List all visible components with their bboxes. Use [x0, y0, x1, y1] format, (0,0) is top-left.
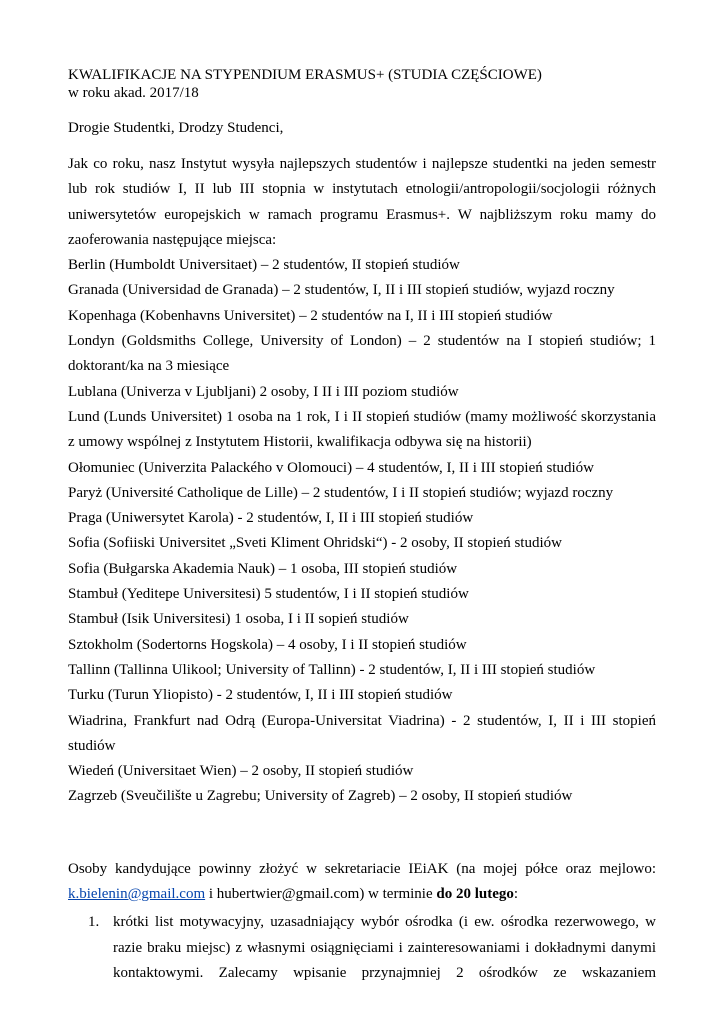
requirement-text: krótki list motywacyjny, uzasadniający wybór ośrodka (i ew. ośrodka rezerwowego, w razie braku miejsc) z własnymi osiągnięciami i zainteresowaniami i dokładnymi danymi kontaktowymi. Zalecamy wpisanie przynajmniej 2 ośrodków ze wskazaniem: [113, 914, 656, 981]
application-text-before: Osoby kandydujące powinny złożyć w sekretariacie IEiAK (na mojej półce oraz mejlowo:: [68, 860, 656, 877]
intro-paragraph: Jak co roku, nasz Instytut wysyła najlepszych studentów i najlepsze studentki na jeden semestr lub rok studiów I, II lub III stopnia w instytutach etnologii/antropologii/socjologii różnych uniwersytetów europejskich w ramach programu Erasmus+. W najbliższym roku mamy do zaoferowania następujące miejsca:: [68, 156, 656, 248]
document-page: [68, 66, 656, 986]
university-item: Sofia (Sofiiski Universitet „Sveti Kliment Ohridski“) - 2 osoby, II stopień studiów: [68, 535, 562, 552]
university-item: Tallinn (Tallinna Ulikool; University of Tallinn) - 2 studentów, I, II i III stopień studiów: [68, 661, 596, 678]
section-spacer: [68, 810, 656, 857]
university-item: Turku (Turun Yliopisto) - 2 studentów, I, II i III stopień studiów: [68, 687, 453, 704]
university-item: Sztokholm (Sodertorns Hogskola) – 4 osoby, I i II stopień studiów: [68, 636, 467, 653]
university-item: Stambuł (Yeditepe Universitesi) 5 studentów, I i II stopień studiów: [68, 586, 469, 603]
application-text-middle: i hubertwier@gmail.com) w terminie: [205, 886, 437, 903]
university-item: Paryż (Université Catholique de Lille) – 2 studentów, I i II stopień studiów; wyjazd roczny: [68, 484, 614, 501]
requirements-list: [68, 910, 656, 986]
university-item: Wiedeń (Universitaet Wien) – 2 osoby, II stopień studiów: [68, 763, 414, 780]
greeting: Drogie Studentki, Drodzy Studenci,: [68, 120, 284, 136]
application-text-after: :: [513, 886, 519, 903]
university-item: Wiadrina, Frankfurt nad Odrą (Europa-Universitat Viadrina) - 2 studentów, I, II i III stopień studiów: [68, 712, 656, 754]
university-item: Lublana (Univerza v Ljubljani) 2 osoby, I II i III poziom studiów: [68, 383, 459, 400]
requirement-item: [68, 910, 656, 986]
university-item: Lund (Lunds Universitet) 1 osoba na 1 rok, I i II stopień studiów (mamy możliwość skorzystania z umowy wspólnej z Instytutem Historii, kwalifikacja odbywa się na historii): [68, 408, 656, 451]
requirement-number: 1.: [88, 914, 100, 931]
university-item: Berlin (Humboldt Universitaet) – 2 studentów, II stopień studiów: [68, 257, 460, 274]
university-item: Ołomuniec (Univerzita Palackého v Olomouci) – 4 studentów, I, II i III stopień studiów: [68, 459, 594, 476]
university-item: Stambuł (Isik Universitesi) 1 osoba, I i II sopień studiów: [68, 611, 409, 628]
university-item: Sofia (Bułgarska Akademia Nauk) – 1 osoba, III stopień studiów: [68, 560, 458, 577]
deadline-text: do 20 lutego: [436, 886, 514, 903]
university-item: Londyn (Goldsmiths College, University of London) – 2 studentów na I stopień studiów; 1 doktorant/ka na 3 miesiące: [68, 333, 656, 375]
application-paragraph: [68, 857, 656, 908]
university-item: Granada (Universidad de Granada) – 2 studentów, I, II i III stopień studiów, wyjazd roczny: [68, 282, 615, 299]
university-list: [68, 253, 656, 810]
university-item: Kopenhaga (Kobenhavns Universitet) – 2 studentów na I, II i III stopień studiów: [68, 307, 553, 324]
university-item: Zagrzeb (Sveučilište u Zagrebu; University of Zagreb) – 2 osoby, II stopień studiów: [68, 788, 573, 805]
email-link[interactable]: k.bielenin@gmail.com: [68, 886, 206, 903]
document-subtitle: w roku akad. 2017/18: [68, 85, 199, 101]
university-item: Praga (Uniwersytet Karola) - 2 studentów, I, II i III stopień studiów: [68, 510, 474, 527]
document-title: KWALIFIKACJE NA STYPENDIUM ERASMUS+ (STUDIA CZĘŚCIOWE): [68, 67, 542, 83]
